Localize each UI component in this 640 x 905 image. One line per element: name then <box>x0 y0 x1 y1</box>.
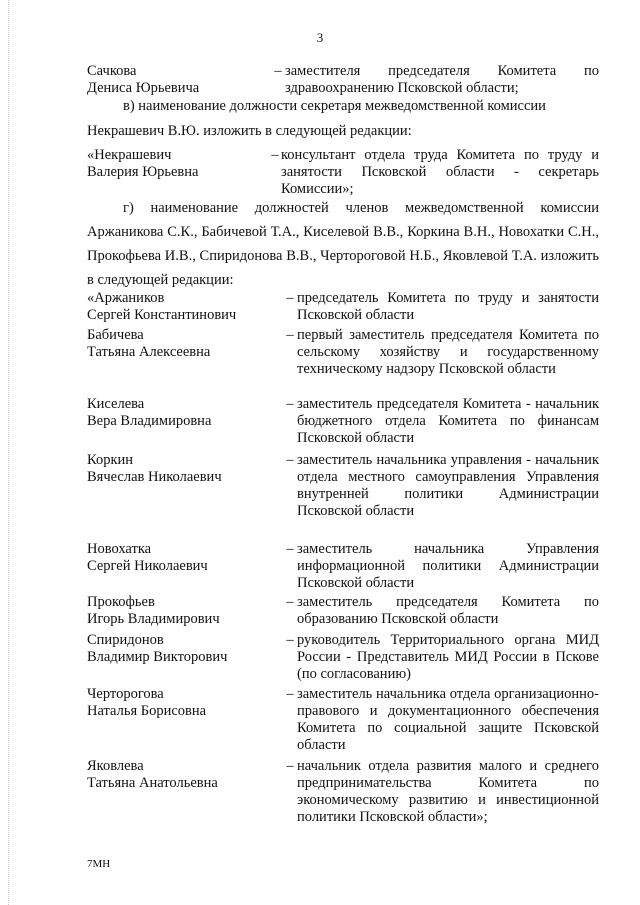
member-surname: Прокофьев <box>87 594 155 610</box>
member-given-names: Наталья Борисовна <box>87 703 207 719</box>
member-dash: – <box>286 541 294 557</box>
member-dash: – <box>286 594 294 610</box>
member-given-names: Вера Владимировна <box>87 413 212 429</box>
member-position: начальник отдела развития малого и среднего предпринимательства Комитета по экономическому развитию и инвестиционной политики Псковской области»; <box>297 758 599 825</box>
member-surname: Новохатка <box>87 541 152 557</box>
member-position: заместитель начальника Управления информационной политики Администрации Псковской области <box>297 541 599 591</box>
member-name <box>87 327 277 361</box>
entry-surname: Сачкова <box>87 63 137 79</box>
paragraph-g: г) наименование должностей членов межведомственной комиссии Аржаникова С.К., Бабичевой Т.А., Киселевой В.В., Коркина В.Н., Новохатки С.Н., Прокофьева И.В., Спиридонова В.В., Чертороговой Н.Б., Яковлевой Т.А. изложить в следующей редакции: <box>87 200 599 288</box>
member-position: первый заместитель председателя Комитета по сельскому хозяйству и государственному техническому надзору Псковской области <box>297 327 599 377</box>
member-dash: – <box>286 396 294 412</box>
member-surname: Киселева <box>87 396 145 412</box>
member-dash: – <box>286 327 294 343</box>
member-given-names: Татьяна Анатольевна <box>87 775 218 791</box>
paragraph-v-line1: в) наименование должности секретаря межведомственной комиссии <box>123 98 546 114</box>
entry-given-names: Дениса Юрьевича <box>87 80 200 96</box>
member-surname: Черторогова <box>87 686 164 702</box>
member-position: заместитель председателя Комитета - начальник бюджетного отдела Комитета по финансам Псковской области <box>297 396 599 446</box>
paragraph-v <box>87 98 599 140</box>
member-entry <box>87 452 599 538</box>
entry-dash: – <box>271 147 279 163</box>
member-given-names: Вячеслав Николаевич <box>87 469 222 485</box>
member-position: заместитель начальника управления - начальник отдела местного самоуправления Управления внутренней политики Администрации Псковской области <box>297 452 599 519</box>
page-number: 3 <box>316 30 324 45</box>
entry-name <box>87 63 277 97</box>
entry-description: консультант отдела труда Комитета по труду и занятости Псковской области - секретарь Комиссии»; <box>281 147 599 197</box>
paragraph-v-line2: Некрашевич В.Ю. изложить в следующей редакции: <box>87 123 412 139</box>
entry-dash: – <box>274 63 282 79</box>
entry-given-names: Валерия Юрьевна <box>87 164 199 180</box>
member-entry <box>87 632 599 684</box>
member-dash: – <box>286 758 294 774</box>
member-surname: Коркин <box>87 452 134 468</box>
member-entry <box>87 327 599 395</box>
member-given-names: Владимир Викторович <box>87 649 228 665</box>
member-given-names: Сергей Константинович <box>87 307 237 323</box>
member-entry <box>87 396 599 448</box>
entry-secretary <box>87 147 599 199</box>
member-entry <box>87 290 599 326</box>
member-surname: «Аржаников <box>87 290 165 306</box>
member-name <box>87 632 277 666</box>
member-entry <box>87 758 599 844</box>
member-name <box>87 290 277 324</box>
member-surname: Бабичева <box>87 327 144 343</box>
entry-surname: «Некрашевич <box>87 147 172 163</box>
entry-name <box>87 147 277 181</box>
member-surname: Спиридонов <box>87 632 164 648</box>
member-position: заместитель председателя Комитета по образованию Псковской области <box>297 594 599 627</box>
member-dash: – <box>286 290 294 306</box>
entry-description: заместителя председателя Комитета по здравоохранению Псковской области; <box>285 63 599 96</box>
member-given-names: Сергей Николаевич <box>87 558 208 574</box>
entry-sachkova <box>87 63 599 99</box>
member-entry <box>87 686 599 754</box>
member-position: заместитель начальника отдела организационно-правового и документационного обеспечения Комитета по социальной защите Псковской области <box>297 686 599 753</box>
member-position: председатель Комитета по труду и занятости Псковской области <box>297 290 599 323</box>
member-name <box>87 541 277 575</box>
member-entry <box>87 541 599 591</box>
member-dash: – <box>286 452 294 468</box>
member-given-names: Игорь Владимирович <box>87 611 220 627</box>
member-given-names: Татьяна Алексеевна <box>87 344 211 360</box>
member-name <box>87 758 277 792</box>
member-name <box>87 452 277 486</box>
member-name <box>87 594 277 628</box>
member-position: руководитель Территориального органа МИД России - Представитель МИД России в Пскове (по согласованию) <box>297 632 599 682</box>
member-dash: – <box>286 632 294 648</box>
scan-edge-line <box>8 0 9 905</box>
member-entry <box>87 594 599 628</box>
member-name <box>87 686 277 720</box>
member-name <box>87 396 277 430</box>
member-dash: – <box>286 686 294 702</box>
footer-code: 7МН <box>87 858 111 870</box>
member-surname: Яковлева <box>87 758 144 774</box>
